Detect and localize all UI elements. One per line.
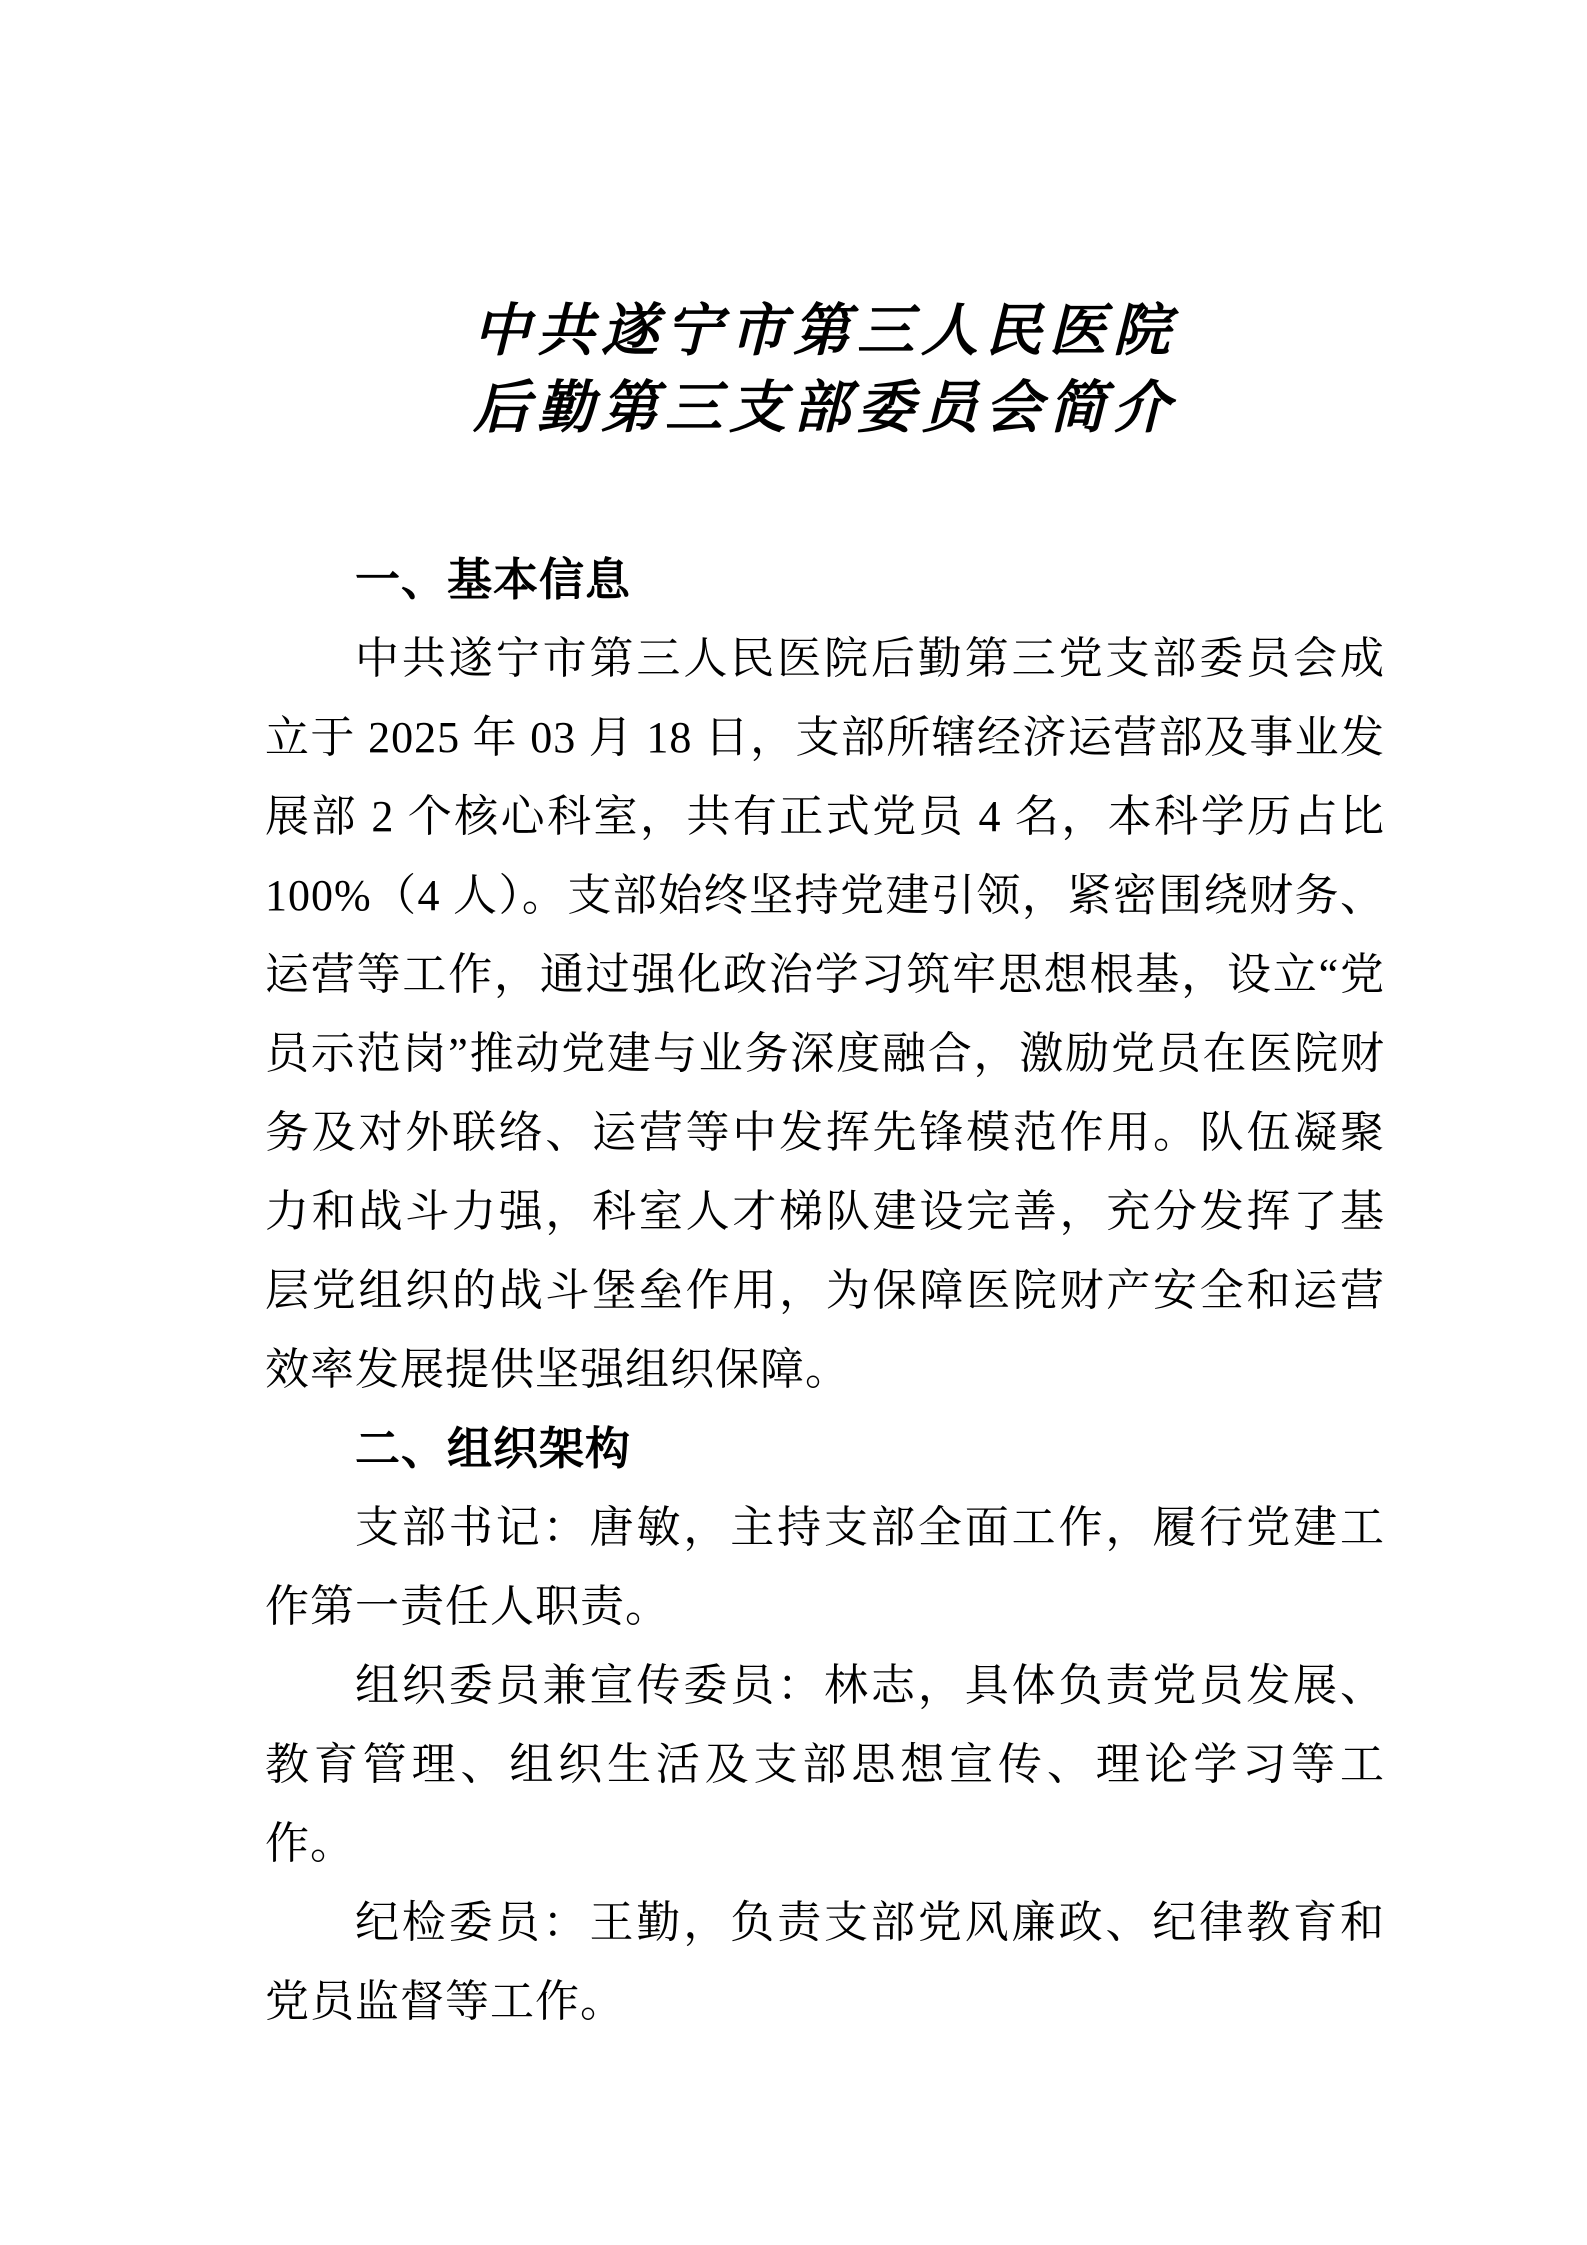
- document-title: [265, 292, 1385, 446]
- document-title-line-2: 后勤第三支部委员会简介: [473, 374, 1177, 441]
- document-body: [265, 540, 1385, 2041]
- document-title-line-1: 中共遂宁市第三人民医院: [473, 297, 1177, 364]
- section-heading-org-structure: 二、组织架构: [355, 1423, 632, 1474]
- paragraph-org-publicity-member: 组织委员兼宣传委员：林志，具体负责党员发展、教育管理、组织生活及支部思想宣传、理论学习等工作。: [265, 1661, 1385, 1868]
- paragraph-basic-info: 中共遂宁市第三人民医院后勤第三党支部委员会成立于 2025 年 03 月 18 日，支部所辖经济运营部及事业发展部 2 个核心科室，共有正式党员 4 名，本科学历占比 100%（4 人）。支部始终坚持党建引领，紧密围绕财务、运营等工作，通过强化政治学习筑牢思想根基，设立“党员示范岗”推动党建与业务深度融合，激励党员在医院财务及对外联络、运营等中发挥先锋模范作用。队伍凝聚力和战斗力强，科室人才梯队建设完善，充分发挥了基层党组织的战斗堡垒作用，为保障医院财产安全和运营效率发展提供坚强组织保障。: [265, 634, 1385, 1394]
- paragraph-discipline-member: 纪检委员：王勤，负责支部党风廉政、纪律教育和党员监督等工作。: [265, 1898, 1385, 2026]
- section-heading-basic-info: 一、基本信息: [355, 554, 632, 605]
- paragraph-branch-secretary: 支部书记：唐敏，主持支部全面工作，履行党建工作第一责任人职责。: [265, 1503, 1385, 1631]
